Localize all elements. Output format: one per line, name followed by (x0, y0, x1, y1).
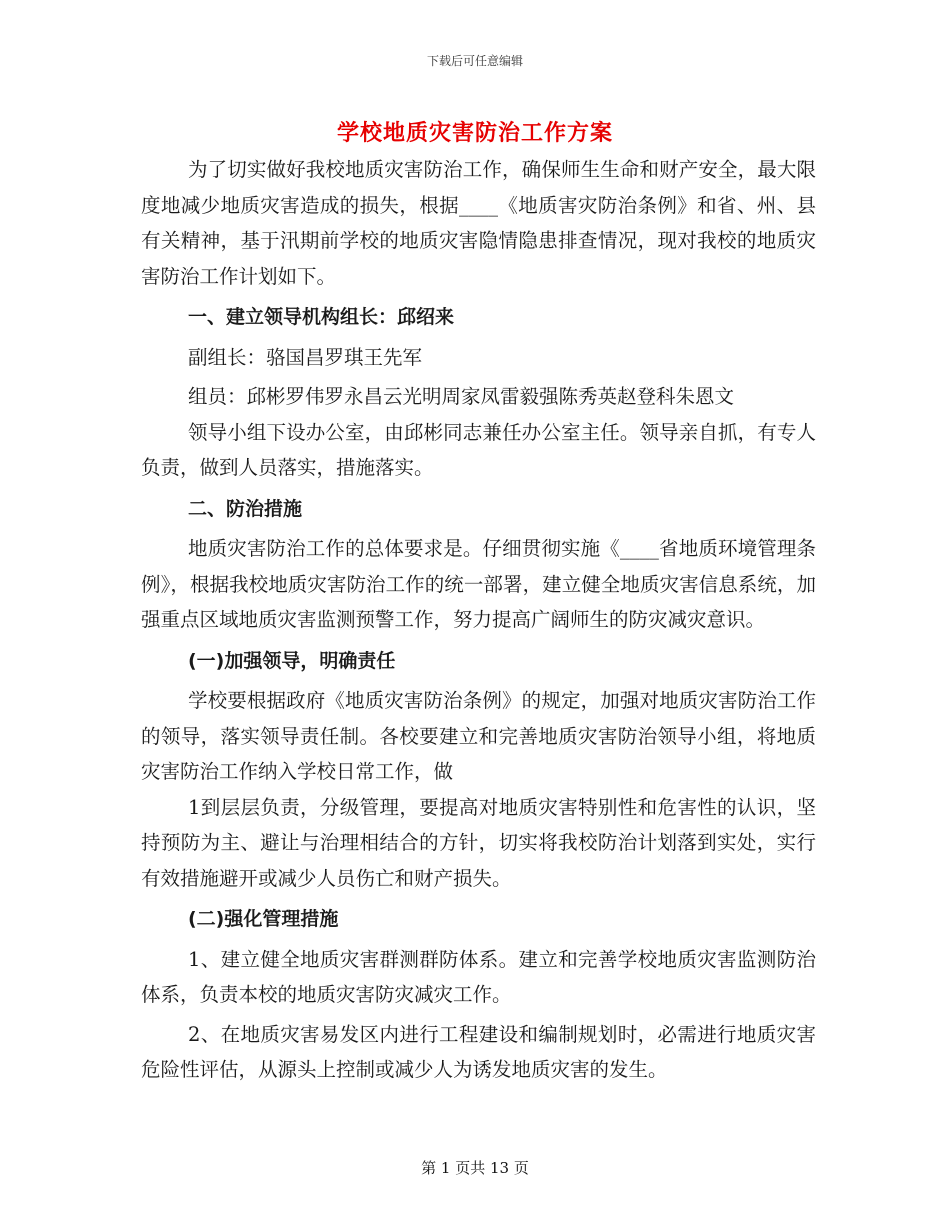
page-header: 下载后可任意编辑 (426, 54, 523, 68)
subsection-heading-2: (二)强化管理措施 (188, 908, 339, 930)
page-number: 第 1 页共 13 页 (421, 1159, 529, 1177)
intro-paragraph: 为了切实做好我校地质灾害防治工作，确保师生生命和财产安全，最大限度地减少地质灾害造成的损失，根据____《地质害灾防治条例》和省、州、县有关精神，基于汛期前学校的地质灾害隐情隐患排查情况，现对我校的地质灾害防治工作计划如下。 (141, 158, 816, 288)
section-heading-1: 一、建立领导机构组长：邱绍来 (188, 306, 455, 328)
members: 组员：邱彬罗伟罗永昌云光明周家凤雷毅强陈秀英赵登科朱恩文 (188, 385, 735, 408)
measure-item-1: 1、建立健全地质灾害群测群防体系。建立和完善学校地质灾害监测防治体系，负责本校的地质灾害防灾减灾工作。 (141, 947, 816, 1006)
deputy-leaders: 副组长：骆国昌罗琪王先军 (188, 345, 423, 369)
requirements-paragraph: 地质灾害防治工作的总体要求是。仔细贯彻实施《____省地质环境管理条例》，根据我校地质灾害防治工作的统一部署，建立健全地质灾害信息系统，加强重点区域地质灾害监测预警工作，努力提高广阔师生的防灾减灾意识。 (141, 537, 816, 631)
section-heading-2: 二、防治措施 (188, 497, 303, 520)
measure-item-2: 2、在地质灾害易发区内进行工程建设和编制规划时，必需进行地质灾害危险性评估，从源头上控制或减少人为诱发地质灾害的发生。 (141, 1022, 816, 1081)
responsibility-paragraph: 1到层层负责，分级管理，要提高对地质灾害特别性和危害性的认识，坚持预防为主、避让与治理相结合的方针，切实将我校防治计划落到实处，实行有效措施避开或减少人员伤亡和财产损失。 (141, 795, 816, 890)
office-paragraph: 领导小组下设办公室，由邱彬同志兼任办公室主任。领导亲自抓，有专人负责，做到人员落实，措施落实。 (141, 420, 816, 479)
document-body (141, 152, 816, 1088)
leadership-paragraph: 学校要根据政府《地质灾害防治条例》的规定，加强对地质灾害防治工作的领导，落实领导责任制。各校要建立和完善地质灾害防治领导小组，将地质灾害防治工作纳入学校日常工作，做 (141, 689, 816, 783)
subsection-heading-1: (一)加强领导，明确责任 (188, 649, 396, 672)
document-title: 学校地质灾害防治工作方案 (336, 121, 613, 146)
